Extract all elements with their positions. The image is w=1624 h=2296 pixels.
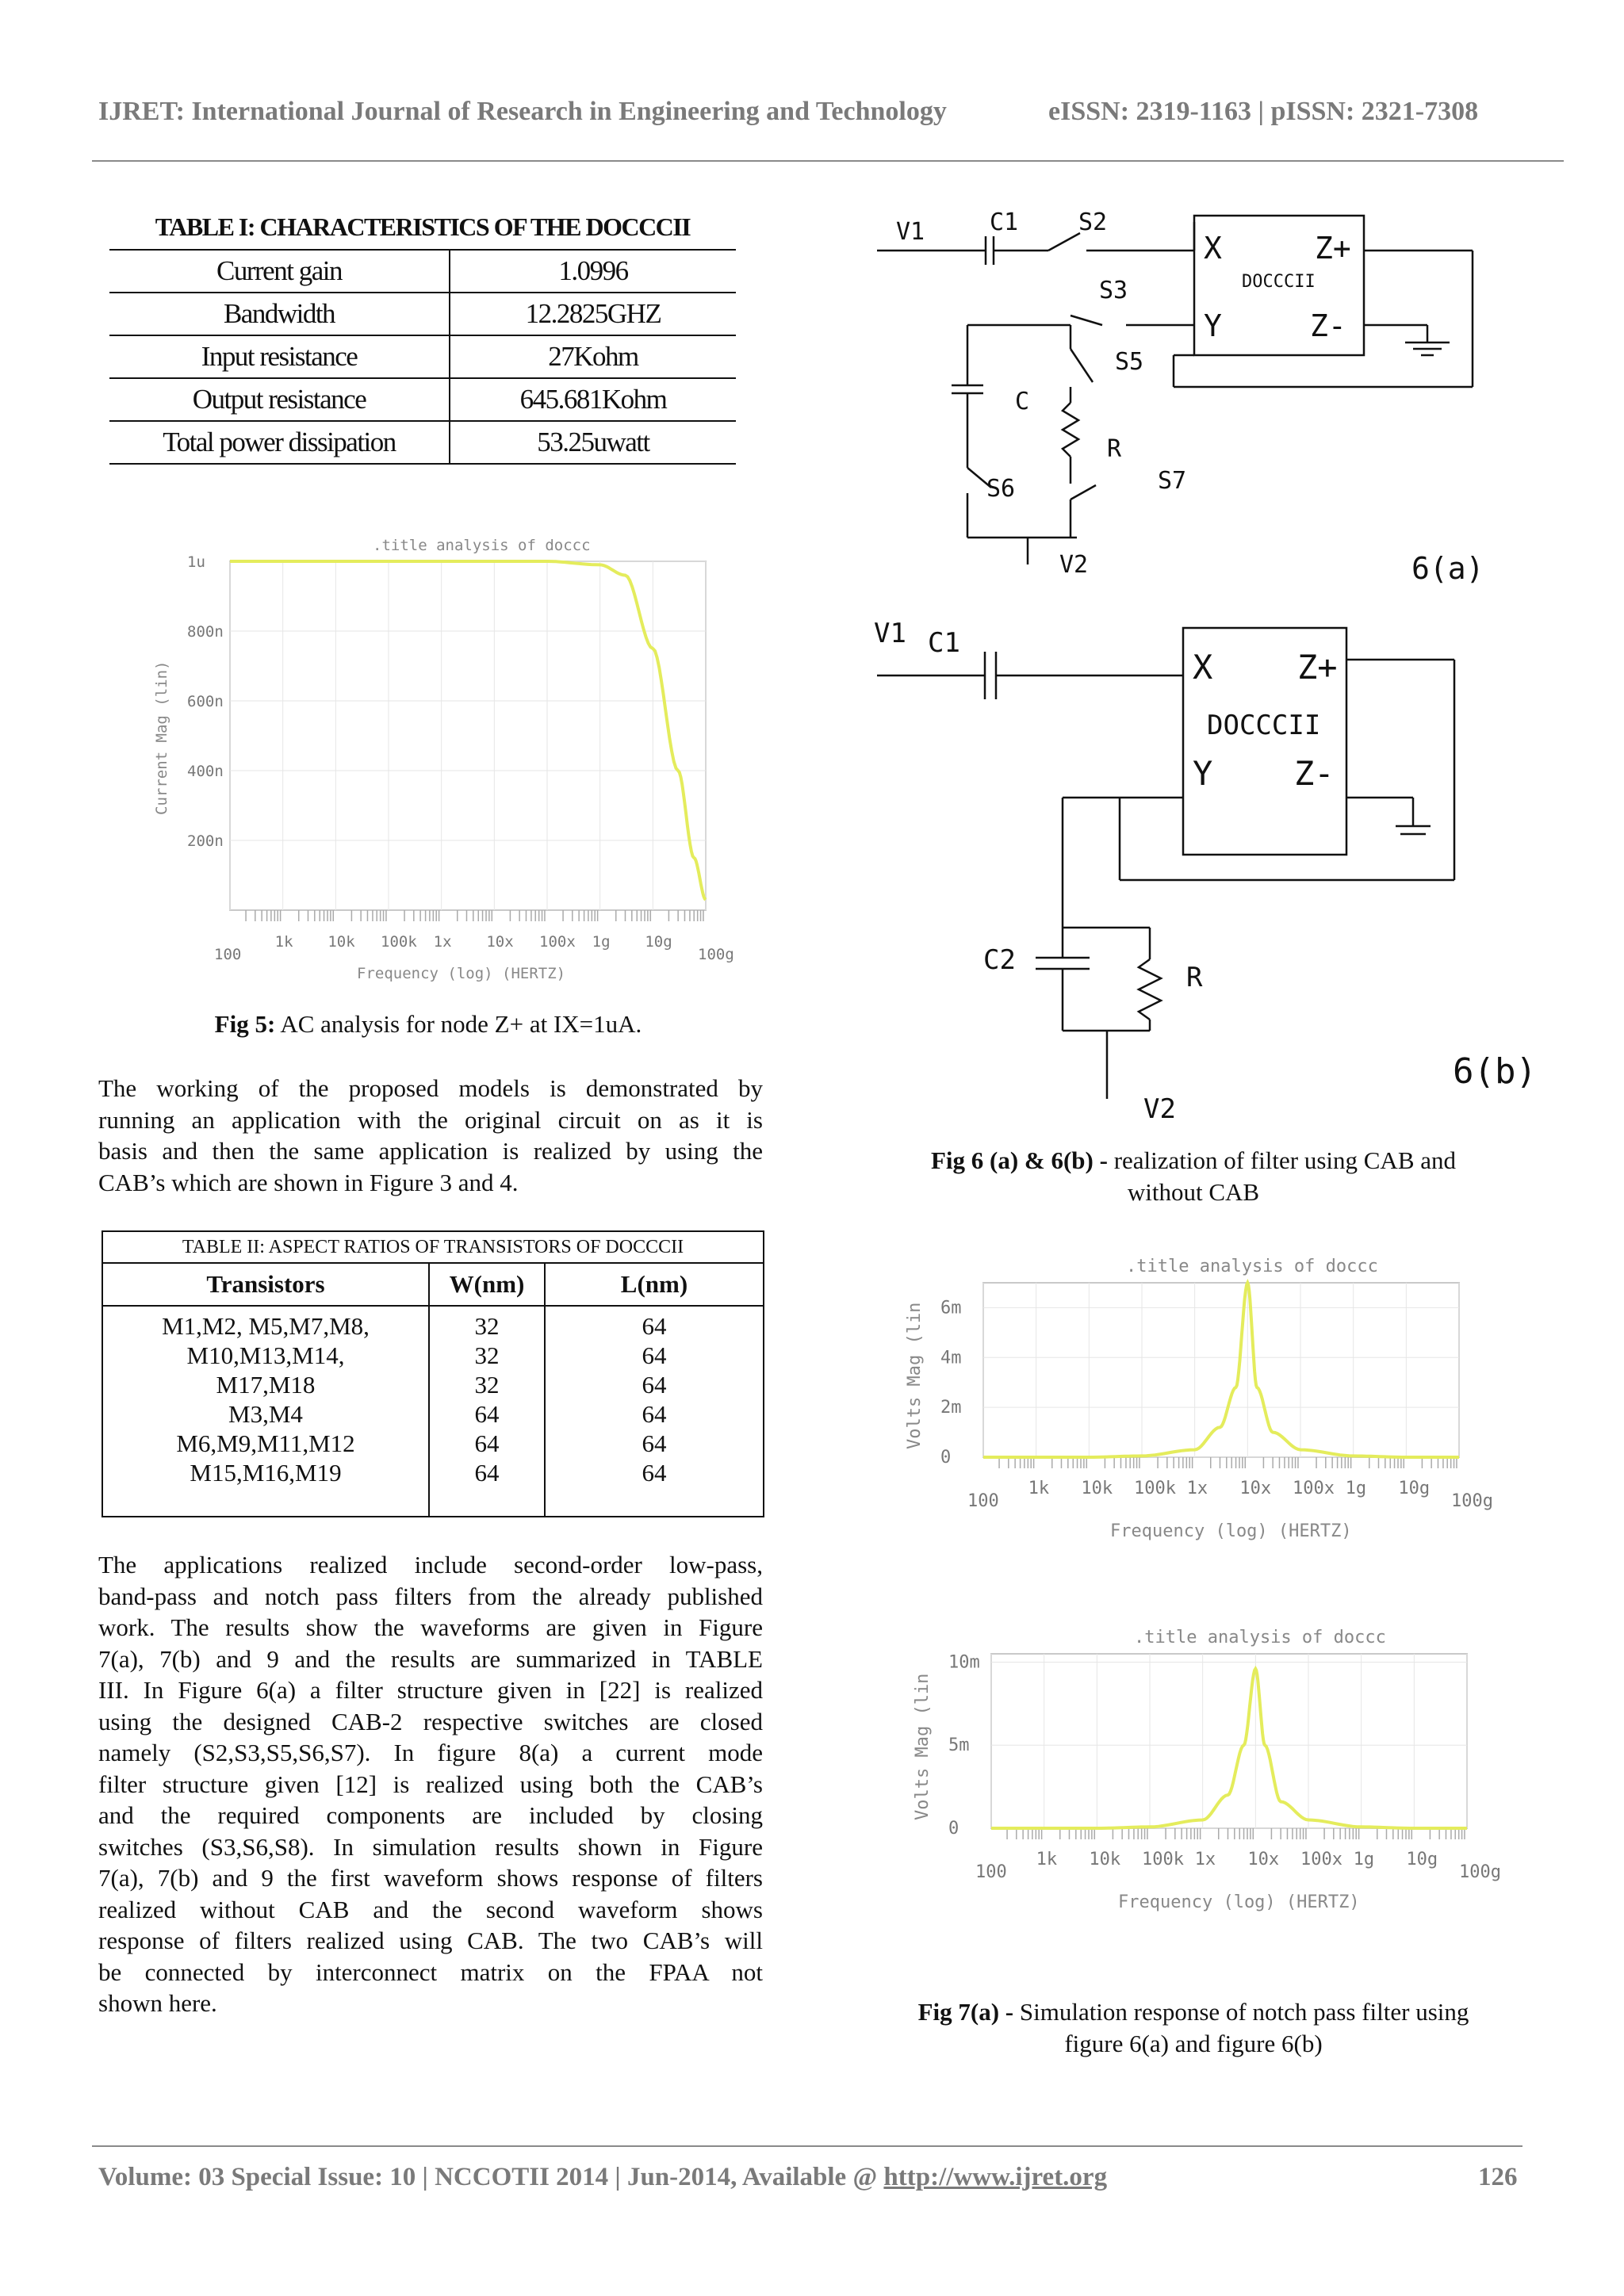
table-row [109, 250, 736, 293]
list-item: 64 [642, 1429, 667, 1457]
x-tick-label: 100 [975, 1862, 1007, 1882]
list-item: 32 [474, 1371, 500, 1399]
header-rule [92, 160, 1564, 162]
x-tick-label: 1x [433, 933, 452, 951]
fig6-caption-label: Fig 6 (a) & 6(b) - [930, 1146, 1108, 1174]
table-caption: TABLE I: CHARACTERISTICS OF THE DOCCCII [109, 205, 736, 250]
footer-rule [92, 2145, 1522, 2147]
table-cell: 53.25uwatt [450, 421, 736, 464]
fig6-caption-line2: without CAB [1127, 1178, 1260, 1206]
x-tick-label: 100x [1300, 1850, 1342, 1869]
label-x: X [1204, 231, 1222, 266]
x-tick-label: 1x [1194, 1850, 1216, 1869]
text-line: basis and then the same application is realized by using the [98, 1137, 763, 1165]
table-row [109, 421, 736, 464]
x-tick-label: 100 [214, 946, 242, 963]
y-axis-label: Volts Mag (lin [913, 1673, 933, 1820]
x-tick-label: 100 [967, 1491, 999, 1511]
label-c2: C2 [983, 944, 1016, 976]
text-line: be connected by interconnect matrix on the FPAA not [98, 1957, 763, 1986]
x-tick-label: 10g [1406, 1850, 1438, 1869]
list-item: 64 [642, 1459, 667, 1487]
journal-link[interactable]: http://www.ijret.org [883, 2163, 1108, 2191]
x-axis-label: Frequency (log) (HERTZ) [1118, 1892, 1360, 1912]
x-tick-label: 100k [381, 933, 417, 951]
length-list [545, 1306, 764, 1517]
page-number: 126 [1478, 2163, 1518, 2191]
table-cell: Input resistance [109, 335, 450, 378]
fig7-chart-bottom [864, 1614, 1499, 1979]
transistor-list [102, 1306, 429, 1517]
x-tick-label: 10x [1247, 1850, 1280, 1869]
column-header: Transistors [102, 1263, 429, 1306]
x-tick-label: 10g [1398, 1479, 1431, 1498]
y-tick-label: 0 [948, 1819, 959, 1839]
list-item: M15,M16,M19 [190, 1459, 342, 1487]
text-line: 7(a), 7(b) and 9 and the results are summarized in TABLE [98, 1644, 763, 1673]
text-line: using the designed CAB-2 respective switches are closed [98, 1707, 763, 1735]
fig7-chart-top [864, 1246, 1499, 1611]
text-line: band-pass and notch pass filters from the already published [98, 1582, 763, 1610]
table-cell: Current gain [109, 250, 450, 293]
text-line: namely (S2,S3,S5,S6,S7). In figure 8(a) a current mode [98, 1739, 763, 1766]
table-caption: TABLE II: ASPECT RATIOS OF TRANSISTORS OF DOCCCII [102, 1231, 764, 1263]
label-block: DOCCCII [1207, 710, 1321, 741]
y-tick-label: 6m [940, 1298, 962, 1318]
x-tick-label: 100x [539, 933, 576, 951]
table-cell: Total power dissipation [109, 421, 450, 464]
label-s6: S6 [986, 475, 1016, 503]
y-tick-label: 400n [187, 763, 224, 780]
fig6b-label: 6(b) [1453, 1051, 1537, 1092]
x-tick-label: 10g [645, 933, 672, 951]
label-block: DOCCCII [1242, 272, 1316, 292]
fig6a-circuit [872, 198, 1484, 595]
label-s2: S2 [1078, 209, 1108, 236]
text-line: filter structure given [12] is realized using both the CAB’s [98, 1770, 763, 1798]
column-header: L(nm) [545, 1263, 764, 1306]
table-cell: Bandwidth [109, 293, 450, 335]
label-x: X [1193, 648, 1213, 687]
list-item: M17,M18 [216, 1371, 316, 1399]
text-line: work. The results show the waveforms are given in Figure [98, 1613, 763, 1641]
x-tick-label: 100g [1451, 1491, 1493, 1511]
x-tick-label: 100k [1142, 1850, 1184, 1869]
list-item: 64 [642, 1371, 667, 1399]
y-tick-label: 1u [187, 553, 205, 571]
table-row [109, 335, 736, 378]
label-c1: C1 [990, 209, 1019, 236]
table-cell: 27Kohm [450, 335, 736, 378]
label-zminus: Z- [1310, 308, 1346, 343]
list-item: M6,M9,M11,M12 [176, 1429, 355, 1457]
fig5-caption-text: AC analysis for node Z+ at IX=1uA. [275, 1010, 642, 1038]
list-item: 64 [642, 1341, 667, 1369]
y-tick-label: 2m [940, 1398, 962, 1418]
table-cell: 1.0996 [450, 250, 736, 293]
width-list [429, 1306, 545, 1517]
label-s5: S5 [1115, 348, 1144, 376]
text-line: The working of the proposed models is demonstrated by [98, 1074, 763, 1102]
table-cell: Output resistance [109, 378, 450, 421]
paragraph-1 [98, 1073, 763, 1198]
x-tick-label: 1k [274, 933, 293, 951]
list-item: 64 [642, 1312, 667, 1340]
list-item: 64 [642, 1400, 667, 1428]
label-c1: C1 [928, 627, 960, 659]
text-line: response of filters realized using CAB. The two CAB’s will [98, 1927, 763, 1954]
label-zplus: Z+ [1315, 231, 1351, 266]
chart-title: .title analysis of doccc [373, 537, 591, 554]
text-line: switches (S3,S6,S8). In simulation results shown in Figure [98, 1832, 763, 1861]
fig6b-circuit [872, 610, 1537, 1134]
y-axis-label: Volts Mag (lin [905, 1302, 925, 1449]
fig7-caption [872, 1996, 1515, 2060]
text-line: and the required components are included by closing [98, 1801, 763, 1829]
label-zminus: Z- [1294, 754, 1335, 793]
list-item: 32 [474, 1341, 500, 1369]
y-tick-label: 5m [948, 1735, 970, 1756]
list-item: 32 [474, 1312, 500, 1340]
label-s3: S3 [1099, 277, 1128, 304]
text-line: III. In Figure 6(a) a filter structure given in [22] is realized [98, 1676, 763, 1704]
text-line: shown here. [98, 1989, 217, 2017]
x-tick-label: 100k [1134, 1479, 1176, 1498]
y-tick-label: 600n [187, 693, 224, 710]
label-r: R [1186, 962, 1203, 993]
list-item: 64 [474, 1400, 500, 1428]
label-s7: S7 [1158, 467, 1187, 495]
x-tick-label: 10x [1239, 1479, 1272, 1498]
list-item: M1,M2, M5,M7,M8, [162, 1312, 370, 1340]
plot-area [983, 1283, 1459, 1457]
label-y: Y [1204, 308, 1222, 343]
footer-label: Volume: 03 Special Issue: 10 | NCCOTII 2014 | Jun-2014, Available @ [98, 2163, 884, 2191]
x-tick-label: 10x [486, 933, 514, 951]
y-tick-label: 4m [940, 1348, 962, 1368]
footer-text [98, 2163, 1107, 2192]
y-axis-label: Current Mag (lin) [153, 660, 170, 815]
table-characteristics [109, 205, 736, 465]
list-item: 64 [474, 1459, 500, 1487]
fig6-caption-text: realization of filter using CAB and [1107, 1146, 1457, 1174]
label-v1: V1 [896, 218, 925, 246]
text-line: The applications realized include second-order low-pass, [98, 1551, 763, 1578]
fig5-chart [95, 533, 761, 993]
label-r: R [1107, 435, 1122, 463]
x-tick-label: 10k [1081, 1479, 1113, 1498]
x-tick-label: 100g [1459, 1862, 1501, 1882]
list-item: 64 [474, 1429, 500, 1457]
x-tick-label: 10k [1089, 1850, 1121, 1869]
plot-area [230, 561, 706, 910]
table-row [109, 293, 736, 335]
x-tick-label: 1k [1028, 1479, 1050, 1498]
label-v1: V1 [874, 618, 906, 649]
x-tick-label: 100x [1293, 1479, 1335, 1498]
paragraph-2 [98, 1549, 763, 2019]
fig7-caption-line2: figure 6(a) and figure 6(b) [1064, 2030, 1323, 2057]
fig7-caption-label: Fig 7(a) - [917, 1998, 1014, 2026]
text-line: running an application with the original circuit on as it is [98, 1105, 763, 1134]
column-header: W(nm) [429, 1263, 545, 1306]
y-tick-label: 800n [187, 623, 224, 641]
y-tick-label: 200n [187, 832, 224, 850]
label-zplus: Z+ [1297, 648, 1338, 687]
table-row [109, 378, 736, 421]
label-y: Y [1193, 754, 1213, 793]
x-tick-label: 1k [1036, 1850, 1058, 1869]
issn-header: eISSN: 2319-1163 | pISSN: 2321-7308 [1048, 97, 1479, 126]
text-line: realized without CAB and the second waveform shows [98, 1895, 763, 1923]
x-tick-label: 1g [592, 933, 611, 951]
list-item: M10,M13,M14, [186, 1341, 345, 1369]
x-tick-label: 1x [1186, 1479, 1208, 1498]
chart-title: .title analysis of doccc [1126, 1257, 1378, 1276]
fig7-caption-text: Simulation response of notch pass filter using [1013, 1998, 1469, 2026]
text-line: CAB’s which are shown in Figure 3 and 4. [98, 1168, 519, 1196]
x-tick-label: 10k [327, 933, 355, 951]
y-tick-label: 0 [940, 1448, 952, 1468]
table-cell: 12.2825GHZ [450, 293, 736, 335]
table-aspect-ratios [102, 1230, 764, 1517]
list-item: M3,M4 [228, 1400, 303, 1428]
x-tick-label: 100g [698, 946, 734, 963]
text-line: 7(a), 7(b) and 9 the first waveform shows response of filters [98, 1864, 763, 1892]
x-axis-label: Frequency (log) (HERTZ) [1110, 1521, 1352, 1541]
y-tick-label: 10m [948, 1652, 980, 1673]
fig6-caption [872, 1145, 1515, 1208]
label-c: C [1015, 388, 1030, 415]
x-axis-label: Frequency (log) (HERTZ) [357, 965, 566, 982]
table-cell: 645.681Kohm [450, 378, 736, 421]
label-v2: V2 [1143, 1093, 1176, 1125]
label-v2: V2 [1059, 551, 1089, 579]
x-tick-label: 1g [1345, 1479, 1367, 1498]
plot-area [991, 1654, 1467, 1828]
journal-header: IJRET: International Journal of Research in Engineering and Technology [98, 97, 947, 126]
x-tick-label: 1g [1353, 1850, 1375, 1869]
fig6a-label: 6(a) [1411, 551, 1484, 586]
fig5-caption-label: Fig 5: [214, 1010, 276, 1038]
chart-title: .title analysis of doccc [1134, 1628, 1386, 1647]
fig5-caption [95, 1008, 761, 1040]
